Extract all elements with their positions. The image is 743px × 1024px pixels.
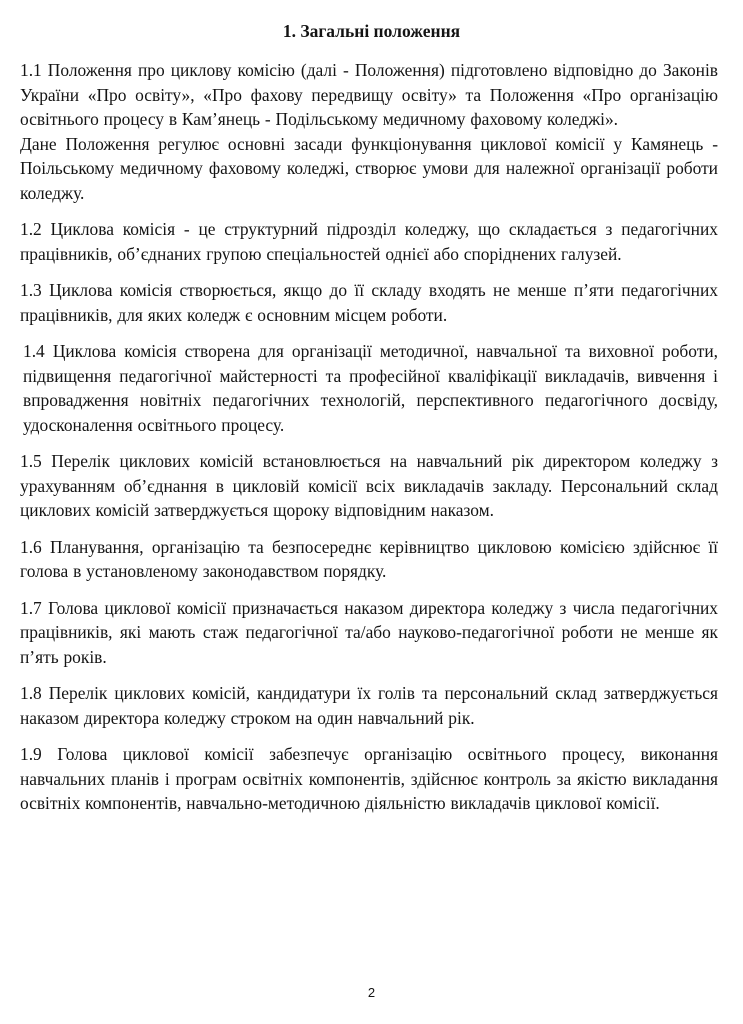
paragraph-1-9: 1.9 Голова циклової комісії забезпечує організацію освітнього процесу, виконання навчальних планів і програм освітніх компонентів, здійснює контроль за якістю викладання освітніх компонентів, навчально-методичною діяльністю викладачів циклової комісії. (20, 744, 718, 813)
paragraph-1-5: 1.5 Перелік циклових комісій встановлюється на навчальний рік директором коледжу з урахуванням об’єднання в цикловій комісії всіх викладачів закладу. Персональний склад циклових комісій затверджується щороку відповідним наказом. (20, 451, 718, 520)
paragraph-1-7: 1.7 Голова циклової комісії призначається наказом директора коледжу з числа педагогічних працівників, які мають стаж педагогічної та/або науково-педагогічної роботи не менше як п’ять років. (20, 597, 718, 667)
page-number: 2 (367, 985, 376, 1000)
paragraph-1-1: 1.1 Положення про циклову комісію (далі - Положення) підготовлено відповідно до Законів України «Про освіту», «Про фахову передвищу освіту» та Положення «Про організацію освітнього процесу в Кам’янець - Подільському медичному фаховому коледжі». (20, 60, 718, 129)
paragraph-1-2: 1.2 Циклова комісія - це структурний підрозділ коледжу, що складається з педагогічних працівників, об’єднаних групою спеціальностей однієї або споріднених галузей. (20, 219, 718, 264)
section-title: 1. Загальні положення (282, 21, 461, 41)
paragraph-1-1-continued: Дане Положення регулює основні засади функціонування циклової комісії у Камянець - Поільському медичному фаховому коледжі, створює умови для належної організації роботи коледжу. (20, 133, 718, 203)
paragraph-1-4: 1.4 Циклова комісія створена для організації методичної, навчальної та виховної роботи, підвищення педагогічної майстерності та професійної кваліфікації викладачів, вивчення і впровадження новітніх педагогічних технологій, перспективного педагогічного досвіду, удосконалення освітнього процесу. (23, 341, 718, 435)
document-body (20, 58, 718, 828)
paragraph-1-3: 1.3 Циклова комісія створюється, якщо до її складу входять не менше п’яти педагогічних працівників, для яких коледж є основним місцем роботи. (20, 280, 718, 325)
paragraph-1-6: 1.6 Планування, організацію та безпосереднє керівництво цикловою комісією здійснює її голова в установленому законодавством порядку. (20, 536, 718, 581)
paragraph-1-8: 1.8 Перелік циклових комісій, кандидатури їх голів та персональний склад затверджується наказом директора коледжу строком на один навчальний рік. (20, 683, 718, 728)
